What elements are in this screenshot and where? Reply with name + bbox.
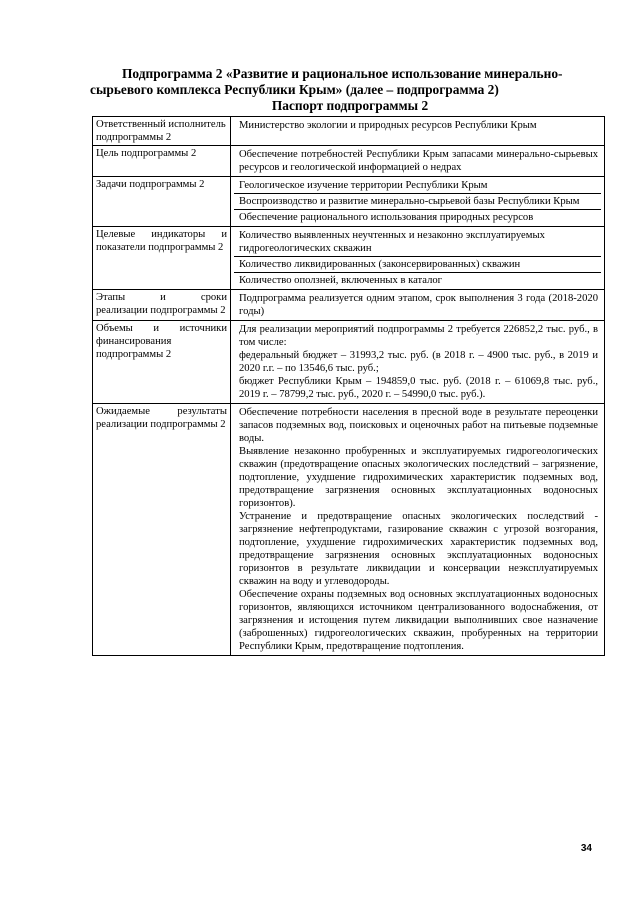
goal-value: Обеспечение потребностей Республики Крым запасами минерально-сырьевых ресурсов и геологической информацией о недрах [239,149,598,173]
funding-value: Для реализации мероприятий подпрограммы 2 требуется 226852,2 тыс. руб., в том числе: федеральный бюджет – 31993,2 тыс. руб. (в 2018 г. – 4900 тыс. руб., в 2019 и 2020 г.г. – по 13546,6 тыс. руб.; бюджет Республики Крым – 194859,0 тыс. руб. (2018 г. – 61069,8 тыс. руб., 2019 г. – 78799,2 тыс. руб., 2020 г. – 54990,0 тыс. руб.). [239,324,598,400]
goal-label: Цель подпрограммы 2 [93,146,231,177]
table-row-stages [93,290,605,321]
table-row-goal [93,146,605,177]
page-number: 34 [580,843,592,854]
indicator-item: Количество оползней, включенных в каталог [234,272,601,288]
passport-heading: Паспорт подпрограммы 2 [271,98,429,113]
table-row-funding [93,321,605,404]
table-row-tasks [93,177,605,227]
table-row-indicators [93,227,605,290]
results-label: Ожидаемые результаты реализации подпрограммы 2 [93,404,231,656]
title-line-1: Подпрограмма 2 «Развитие и рациональное использование минерально- [122,66,563,81]
executor-value: Министерство экологии и природных ресурсов Республики Крым [239,120,537,131]
indicators-label: Целевые индикаторы и показатели подпрограммы 2 [93,227,231,290]
passport-table [92,116,605,656]
results-value: Обеспечение потребности населения в пресной воде в результате переоценки запасов подземных вод, поисковых и оценочных работ на питьевые подземные воды. Выявление незаконно пробуренных и эксплуатируемых гидрогеологических скважин (предотвращение опасных экологических последствий – загрязнение, подтопление, ухудшение гидрохимических характеристик подземных вод, предотвращение загрязнения основных эксплуатационных водоносных горизонтов). Устранение и предотвращение опасных экологических последствий - загрязнение нефтепродуктами, газирование скважин с угрозой возгорания, подтопление, ухудшение гидрохимических характеристик подземных вод, предотвращение загрязнения основных эксплуатационных водоносных горизонтов в результате ликвидации и консервации неэксплуатируемых скважин на воду и углеводороды. Обеспечение охраны подземных вод основных эксплуатационных водоносных горизонтов, являющихся источником централизованного водоснабжения, от загрязнения и истощения путем ликвидации выполнивших свое назначение (заброшенных) гидрогеологических скважин, пробуренных на территории Республики Крым, предотвращение подтопления. [239,407,598,652]
task-item: Воспроизводство и развитие минерально-сырьевой базы Республики Крым [234,193,601,209]
task-item: Обеспечение рационального использования природных ресурсов [234,209,601,225]
indicator-item: Количество выявленных неучтенных и незаконно эксплуатируемых гидрогеологических скважин [239,230,545,254]
stages-value: Подпрограмма реализуется одним этапом, срок выполнения 3 года (2018-2020 годы) [239,293,598,317]
title-line-2: сырьевого комплекса Республики Крым» (далее – подпрограмма 2) [90,82,499,97]
table-row-executor [93,117,605,146]
tasks-label: Задачи подпрограммы 2 [93,177,231,227]
document-title [90,66,610,114]
table-row-results [93,404,605,656]
funding-label: Объемы и источники финансирования подпрограммы 2 [93,321,231,404]
executor-label: Ответственный исполнитель подпрограммы 2 [93,117,231,146]
indicator-item: Количество ликвидированных (законсервированных) скважин [234,256,601,272]
stages-label: Этапы и сроки реализации подпрограммы 2 [93,290,231,321]
task-item: Геологическое изучение территории Республики Крым [239,180,488,191]
